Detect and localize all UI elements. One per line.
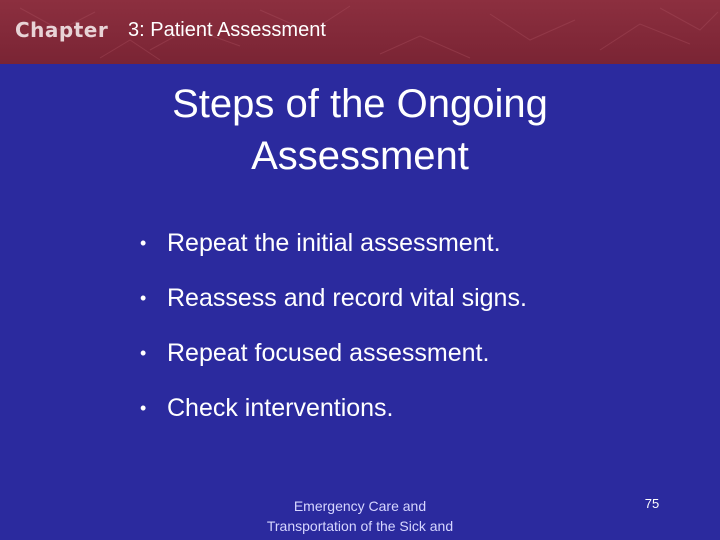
- footer-text: [240, 496, 480, 536]
- footer-line-2: Transportation of the Sick and: [266, 518, 454, 534]
- slide-title: [0, 78, 720, 182]
- slide-title-line-1: Steps of the Ongoing: [172, 82, 548, 126]
- bullet-icon: •: [140, 398, 147, 418]
- bullet-text: Repeat the initial assessment.: [167, 229, 501, 257]
- bullet-item: [140, 381, 700, 436]
- bullet-item: [140, 326, 700, 381]
- bullet-icon: •: [140, 343, 147, 363]
- chapter-title: 3: Patient Assessment: [128, 19, 326, 41]
- bullet-icon: •: [140, 288, 147, 308]
- slide-title-line-2: Assessment: [251, 134, 469, 178]
- bullet-text: Reassess and record vital signs.: [167, 284, 527, 312]
- bullet-list: [140, 216, 700, 436]
- bullet-icon: •: [140, 233, 147, 253]
- bullet-item: [140, 216, 700, 271]
- bullet-item: [140, 271, 700, 326]
- page-number: 75: [644, 496, 660, 511]
- chapter-label: Chapter: [15, 18, 109, 42]
- bullet-text: Check interventions.: [167, 394, 394, 422]
- chapter-header-bar: [0, 0, 720, 64]
- footer-line-1: Emergency Care and: [293, 498, 427, 514]
- bullet-text: Repeat focused assessment.: [167, 339, 490, 367]
